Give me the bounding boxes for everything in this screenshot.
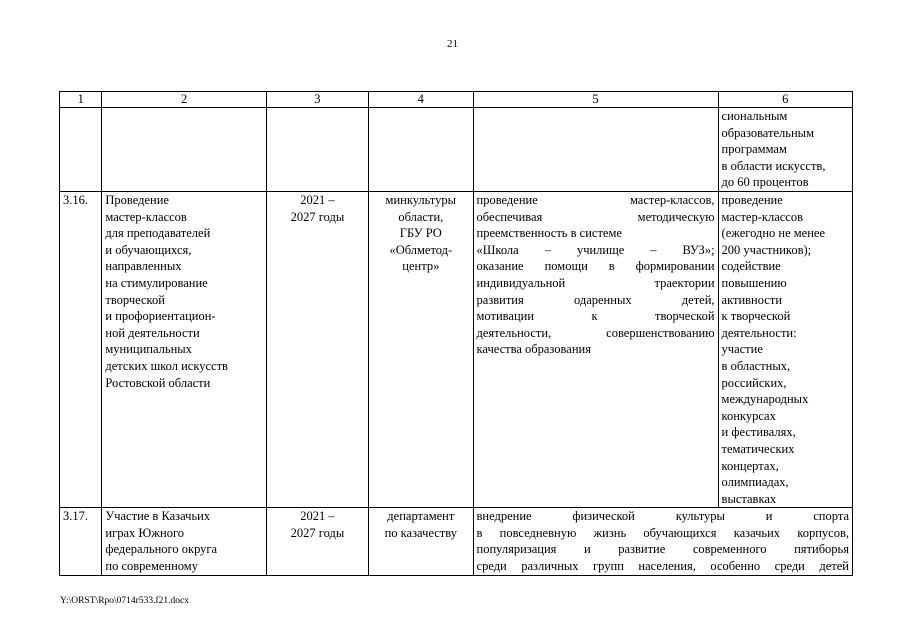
- text-line: центр»: [402, 259, 440, 274]
- cell-expected-result: [473, 192, 718, 508]
- text-line: и профориентацион-: [105, 309, 216, 324]
- text-line: муниципальных: [105, 342, 192, 357]
- text-line: мотивации к творческой: [476, 309, 715, 324]
- text-line: Ростовской области: [105, 375, 211, 390]
- cell-executor: [369, 192, 473, 508]
- cell-indicator: [718, 108, 852, 192]
- table-row-3-17: [60, 508, 853, 575]
- document-file-path: Y:\ORST\Rpo\0714r533.f21.docx: [60, 596, 189, 606]
- text-line: деятельности, совершенствованию: [476, 325, 715, 340]
- cell-period: [266, 192, 368, 508]
- text-line: «Облметод-: [389, 242, 453, 257]
- text-line: ной деятельности: [105, 325, 200, 340]
- table-row-3-16: [60, 192, 853, 508]
- text-line: и обучающихся,: [105, 242, 192, 257]
- text-line: ГБУ РО: [399, 226, 442, 241]
- cell-period: [266, 508, 368, 575]
- text-line: тематических: [721, 441, 795, 456]
- cell-empty: [102, 108, 266, 192]
- text-line: 2027 годы: [290, 525, 345, 540]
- text-line: до 60 процентов: [721, 175, 809, 190]
- text-line: российских,: [721, 375, 787, 390]
- text-line: Проведение: [105, 193, 169, 207]
- text-line: активности: [721, 292, 783, 307]
- cell-indicator: [718, 192, 852, 508]
- text-line: внедрение физической культуры и спорта: [476, 509, 849, 524]
- text-line: сиональным: [721, 109, 788, 123]
- program-table: [59, 91, 853, 576]
- table-row-continuation: [60, 108, 853, 192]
- text-line: для преподавателей: [105, 226, 211, 241]
- text-line: в области искусств,: [721, 158, 826, 173]
- cell-expected-result-wide: [473, 508, 852, 575]
- text-line: преемственность в системе: [476, 226, 622, 241]
- text-line: мастер-классов: [105, 209, 187, 224]
- text-line: развития одаренных детей,: [476, 292, 715, 307]
- text-line: среди различных групп населения, особенно среди детей: [476, 559, 849, 574]
- column-header: 3: [266, 92, 368, 108]
- cell-empty: [60, 108, 102, 192]
- text-line: 200 участников);: [721, 242, 812, 257]
- text-line: направленных: [105, 259, 182, 274]
- column-header: 1: [60, 92, 102, 108]
- cell-number: 3.16.: [60, 192, 102, 508]
- text-line: по современному: [105, 559, 198, 574]
- text-line: в повседневную жизнь обучающихся казачьих корпусов,: [476, 525, 849, 540]
- text-line: олимпиадах,: [721, 475, 789, 490]
- text-line: 2021 –: [300, 193, 335, 207]
- text-line: международных: [721, 392, 809, 407]
- cell-activity-name: [102, 508, 266, 575]
- text-line: индивидуальной траектории: [476, 275, 715, 290]
- text-line: участие: [721, 342, 763, 357]
- text-line: повышению: [721, 275, 787, 290]
- cell-empty: [369, 108, 473, 192]
- page-number: 21: [447, 38, 458, 50]
- text-line: 2021 –: [300, 509, 335, 524]
- text-line: конкурсах: [721, 408, 776, 423]
- text-line: детских школ искусств: [105, 358, 228, 373]
- text-line: департамент: [387, 509, 455, 524]
- table-header-row: [60, 92, 853, 108]
- text-line: популяризация и развитие современного пятиборья: [476, 542, 849, 557]
- column-header: 6: [718, 92, 852, 108]
- text-line: выставках: [721, 491, 777, 506]
- text-line: в областных,: [721, 358, 791, 373]
- cell-executor: [369, 508, 473, 575]
- text-line: и фестивалях,: [721, 425, 796, 440]
- column-header: 4: [369, 92, 473, 108]
- text-line: проведение: [721, 193, 783, 207]
- text-line: (ежегодно не менее: [721, 226, 826, 241]
- text-line: содействие: [721, 259, 781, 274]
- cell-activity-name: [102, 192, 266, 508]
- cell-number: 3.17.: [60, 508, 102, 575]
- column-header: 2: [102, 92, 266, 108]
- text-line: по казачеству: [384, 525, 457, 540]
- cell-empty: [473, 108, 718, 192]
- text-line: проведение мастер-классов,: [476, 193, 715, 207]
- text-line: деятельности:: [721, 325, 797, 340]
- text-line: оказание помощи в формировании: [476, 259, 715, 274]
- text-line: Участие в Казачьих: [105, 509, 211, 524]
- text-line: на стимулирование: [105, 275, 208, 290]
- text-line: образовательным: [721, 125, 814, 140]
- text-line: творческой: [105, 292, 165, 307]
- text-line: обеспечивая методическую: [476, 209, 715, 224]
- text-line: области,: [398, 209, 444, 224]
- column-header: 5: [473, 92, 718, 108]
- text-line: к творческой: [721, 309, 791, 324]
- text-line: 2027 годы: [290, 209, 345, 224]
- text-line: мастер-классов: [721, 209, 803, 224]
- text-line: программам: [721, 142, 787, 157]
- text-line: «Школа – училище – ВУЗ»;: [476, 242, 715, 257]
- text-line: играх Южного: [105, 525, 185, 540]
- text-line: минкультуры: [385, 193, 457, 207]
- text-line: качества образования: [476, 342, 591, 357]
- cell-empty: [266, 108, 368, 192]
- text-line: концертах,: [721, 458, 779, 473]
- text-line: федерального округа: [105, 542, 218, 557]
